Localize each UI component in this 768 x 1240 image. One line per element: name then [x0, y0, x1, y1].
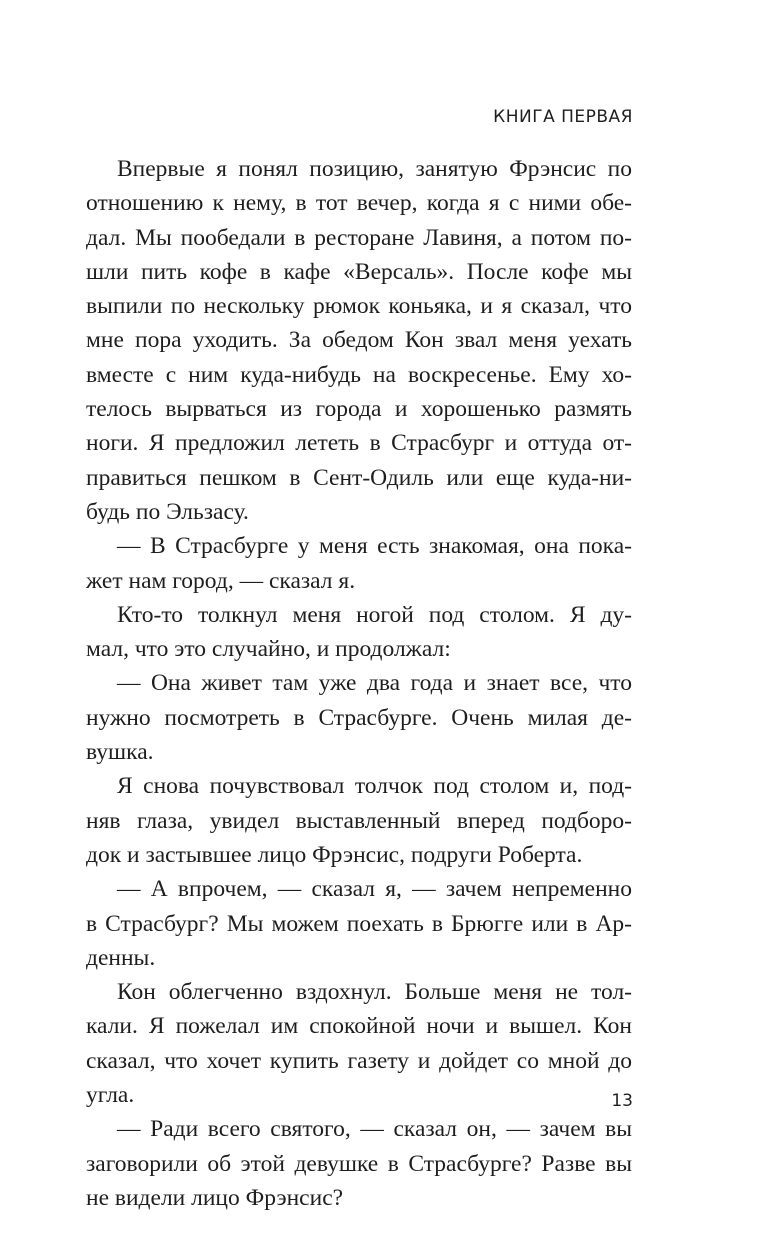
text-line: мал, что это случайно, и продолжал:	[86, 636, 451, 663]
text-line: док и застывшее лицо Фрэнсис, подруги Роберта.	[86, 841, 583, 868]
text-line: — Ради всего святого, — сказал он, — зачем вы	[117, 1116, 632, 1143]
running-title: КНИГА ПЕРВАЯ	[493, 107, 633, 127]
paragraph	[86, 598, 632, 667]
paragraph	[86, 529, 632, 598]
text-line: денны.	[86, 944, 156, 971]
text-line: нужно посмотреть в Страсбурге. Очень милая де-	[86, 704, 632, 731]
text-line: — А впрочем, — сказал я, — зачем непременно	[117, 876, 632, 903]
text-line: заговорили об этой девушке в Страсбурге? Разве вы	[86, 1150, 632, 1177]
text-line: ноги. Я предложил лететь в Страсбург и оттуда от-	[86, 430, 632, 457]
paragraph	[86, 769, 632, 872]
text-line: выпили по нескольку рюмок коньяка, и я сказал, что	[86, 293, 632, 320]
paragraph	[86, 1112, 632, 1215]
text-line: Я снова почувствовал толчок под столом и, под-	[117, 773, 632, 800]
text-line: в Страсбург? Мы можем поехать в Брюгге или в Ар-	[86, 910, 632, 937]
page-number: 13	[611, 1091, 633, 1111]
text-line: жет нам город, — сказал я.	[86, 567, 356, 594]
text-line: сказал, что хочет купить газету и дойдет со мной до	[86, 1047, 632, 1074]
text-line: отношению к нему, в тот вечер, когда я с ними обе-	[86, 190, 632, 217]
text-line: Кто-то толкнул меня ногой под столом. Я ду-	[117, 601, 632, 628]
text-line: угла.	[86, 1082, 135, 1109]
text-line: няв глаза, увидел выставленный вперед подборо-	[86, 807, 632, 834]
text-line: — В Страсбурге у меня есть знакомая, она пока-	[117, 533, 632, 560]
text-line: — Она живет там уже два года и знает все, что	[117, 670, 632, 697]
text-line: вушка.	[86, 739, 154, 766]
text-line: кали. Я пожелал им спокойной ночи и вышел. Кон	[86, 1013, 632, 1040]
text-line: мне пора уходить. За обедом Кон звал меня уехать	[86, 327, 632, 354]
text-line: не видели лицо Фрэнсис?	[86, 1184, 344, 1211]
text-line: Кон облегченно вздохнул. Больше меня не тол-	[117, 979, 632, 1006]
paragraph	[86, 975, 632, 1112]
body-text	[86, 152, 632, 1215]
text-line: правиться пешком в Сент-Одиль или еще куда-ни-	[86, 464, 632, 491]
text-line: телось вырваться из города и хорошенько размять	[86, 396, 632, 423]
text-line: Впервые я понял позицию, занятую Фрэнсис по	[117, 156, 632, 182]
paragraph	[86, 152, 632, 529]
text-line: дал. Мы пообедали в ресторане Лавиня, а потом по-	[86, 224, 632, 251]
paragraph	[86, 872, 632, 975]
text-line: вместе с ним куда-нибудь на воскресенье. Ему хо-	[86, 361, 632, 388]
paragraph	[86, 666, 632, 769]
text-line: шли пить кофе в кафе «Версаль». После кофе мы	[86, 258, 632, 285]
text-line: будь по Эльзасу.	[86, 498, 249, 525]
